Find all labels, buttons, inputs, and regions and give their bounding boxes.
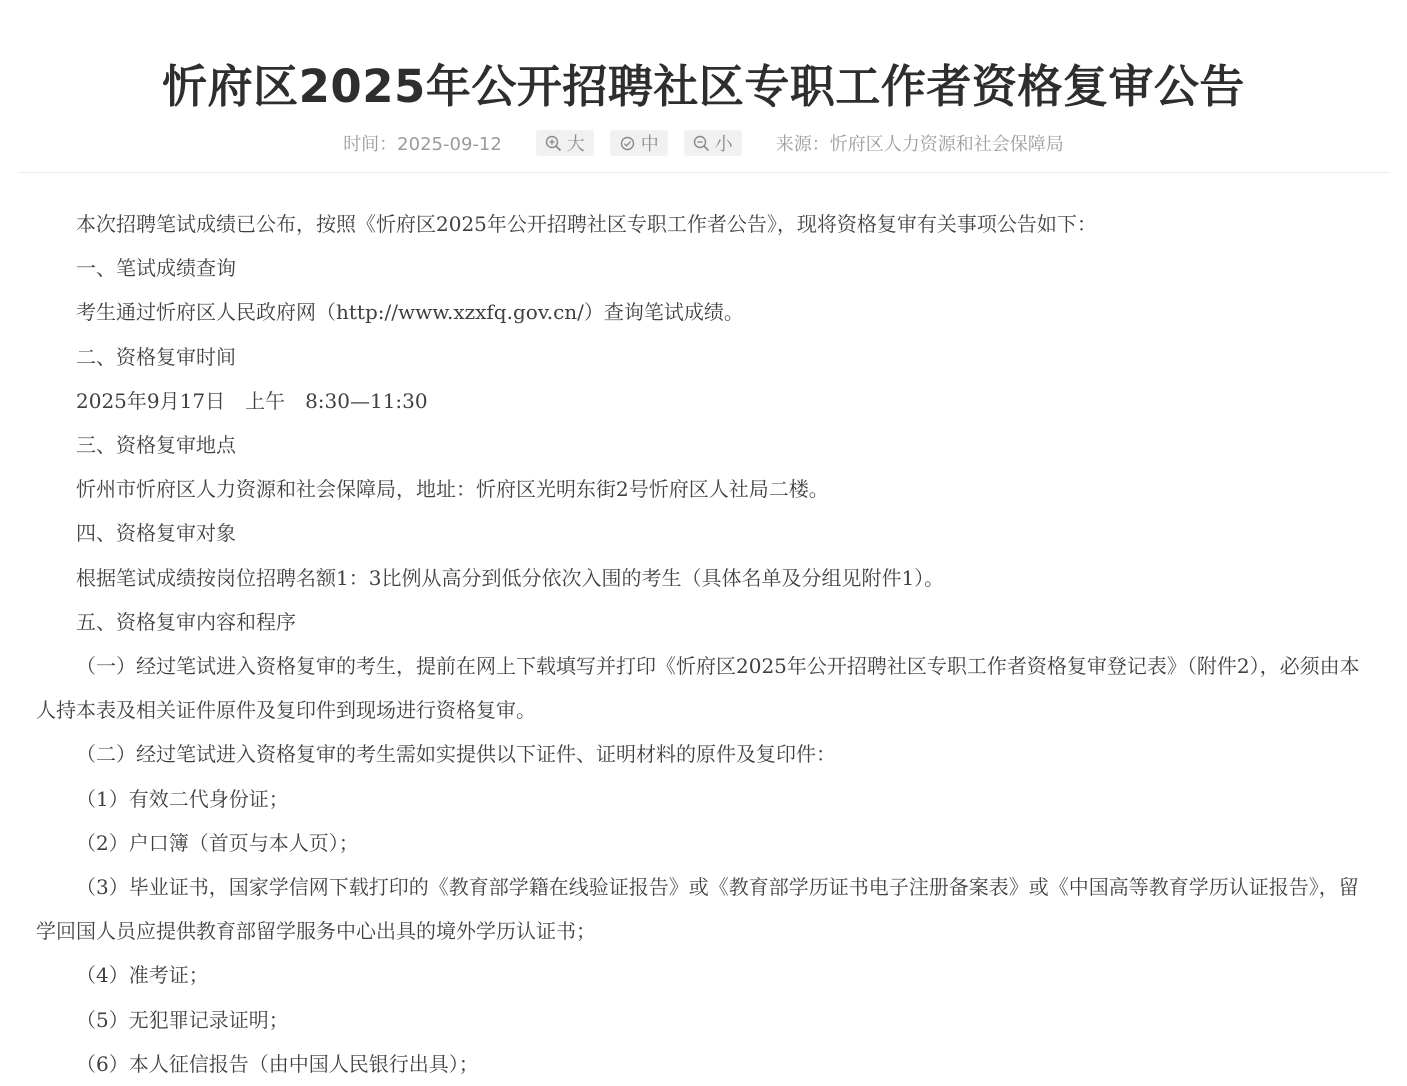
font-size-large-button[interactable]: [536, 130, 594, 156]
zoom-in-icon: [545, 135, 562, 152]
body-paragraph: 本次招聘笔试成绩已公布，按照《忻府区2025年公开招聘社区专职工作者公告》，现将资格复审有关事项公告如下：: [76, 212, 1097, 236]
list-item: （1）有效二代身份证；: [76, 786, 289, 811]
page-title: 忻府区2025年公开招聘社区专职工作者资格复审公告: [162, 60, 1245, 114]
header-divider: [18, 172, 1390, 173]
list-item: （2）户口簿（首页与本人页）；: [76, 830, 359, 855]
section-heading: 一、笔试成绩查询: [76, 256, 236, 281]
body-paragraph: （二）经过笔试进入资格复审的考生需如实提供以下证件、证明材料的原件及复印件：: [76, 742, 836, 767]
body-paragraph: 忻州市忻府区人力资源和社会保障局，地址：忻府区光明东街2号忻府区人社局二楼。: [76, 477, 829, 502]
zoom-out-icon: [693, 135, 710, 152]
body-paragraph: 考生通过忻府区人民政府网（http://www.xzxfq.gov.cn/）查询笔试成绩。: [76, 300, 744, 325]
font-size-medium-button[interactable]: [610, 130, 668, 156]
section-heading: 三、资格复审地点: [76, 433, 236, 458]
article-source: 来源：忻府区人力资源和社会保障局: [775, 134, 1064, 155]
font-size-medium-label: 中: [640, 134, 659, 155]
body-paragraph: 2025年9月17日 上午 8:30—11:30: [76, 388, 428, 413]
reset-zoom-icon: [619, 135, 636, 152]
section-heading: 五、资格复审内容和程序: [76, 609, 296, 634]
body-paragraph: 根据笔试成绩按岗位招聘名额1：3比例从高分到低分依次入围的考生（具体名单及分组见附件1）。: [76, 565, 945, 590]
body-paragraph: （一）经过笔试进入资格复审的考生，提前在网上下载填写并打印《忻府区2025年公开招聘社区专职工作者资格复审登记表》（附件2），必须由本人持本表及相关证件原件及复印件到现场进行资格复审。: [36, 654, 1360, 723]
section-heading: 四、资格复审对象: [76, 521, 236, 546]
article-meta: [0, 126, 1407, 160]
publish-time: 时间：2025-09-12: [343, 134, 502, 155]
list-item: （4）准考证；: [76, 963, 209, 988]
font-size-large-label: 大: [566, 134, 585, 155]
font-size-small-label: 小: [714, 134, 733, 155]
list-item: （6）本人征信报告（由中国人民银行出具）；: [76, 1051, 479, 1076]
section-heading: 二、资格复审时间: [76, 344, 236, 369]
article-body: [36, 202, 1372, 1086]
list-item: （3）毕业证书，国家学信网下载打印的《教育部学籍在线验证报告》或《教育部学历证书电子注册备案表》或《中国高等教育学历认证报告》，留学回国人员应提供教育部留学服务中心出具的境外学历认证书；: [36, 875, 1359, 944]
list-item: （5）无犯罪记录证明；: [76, 1007, 289, 1032]
font-size-small-button[interactable]: [684, 130, 742, 156]
